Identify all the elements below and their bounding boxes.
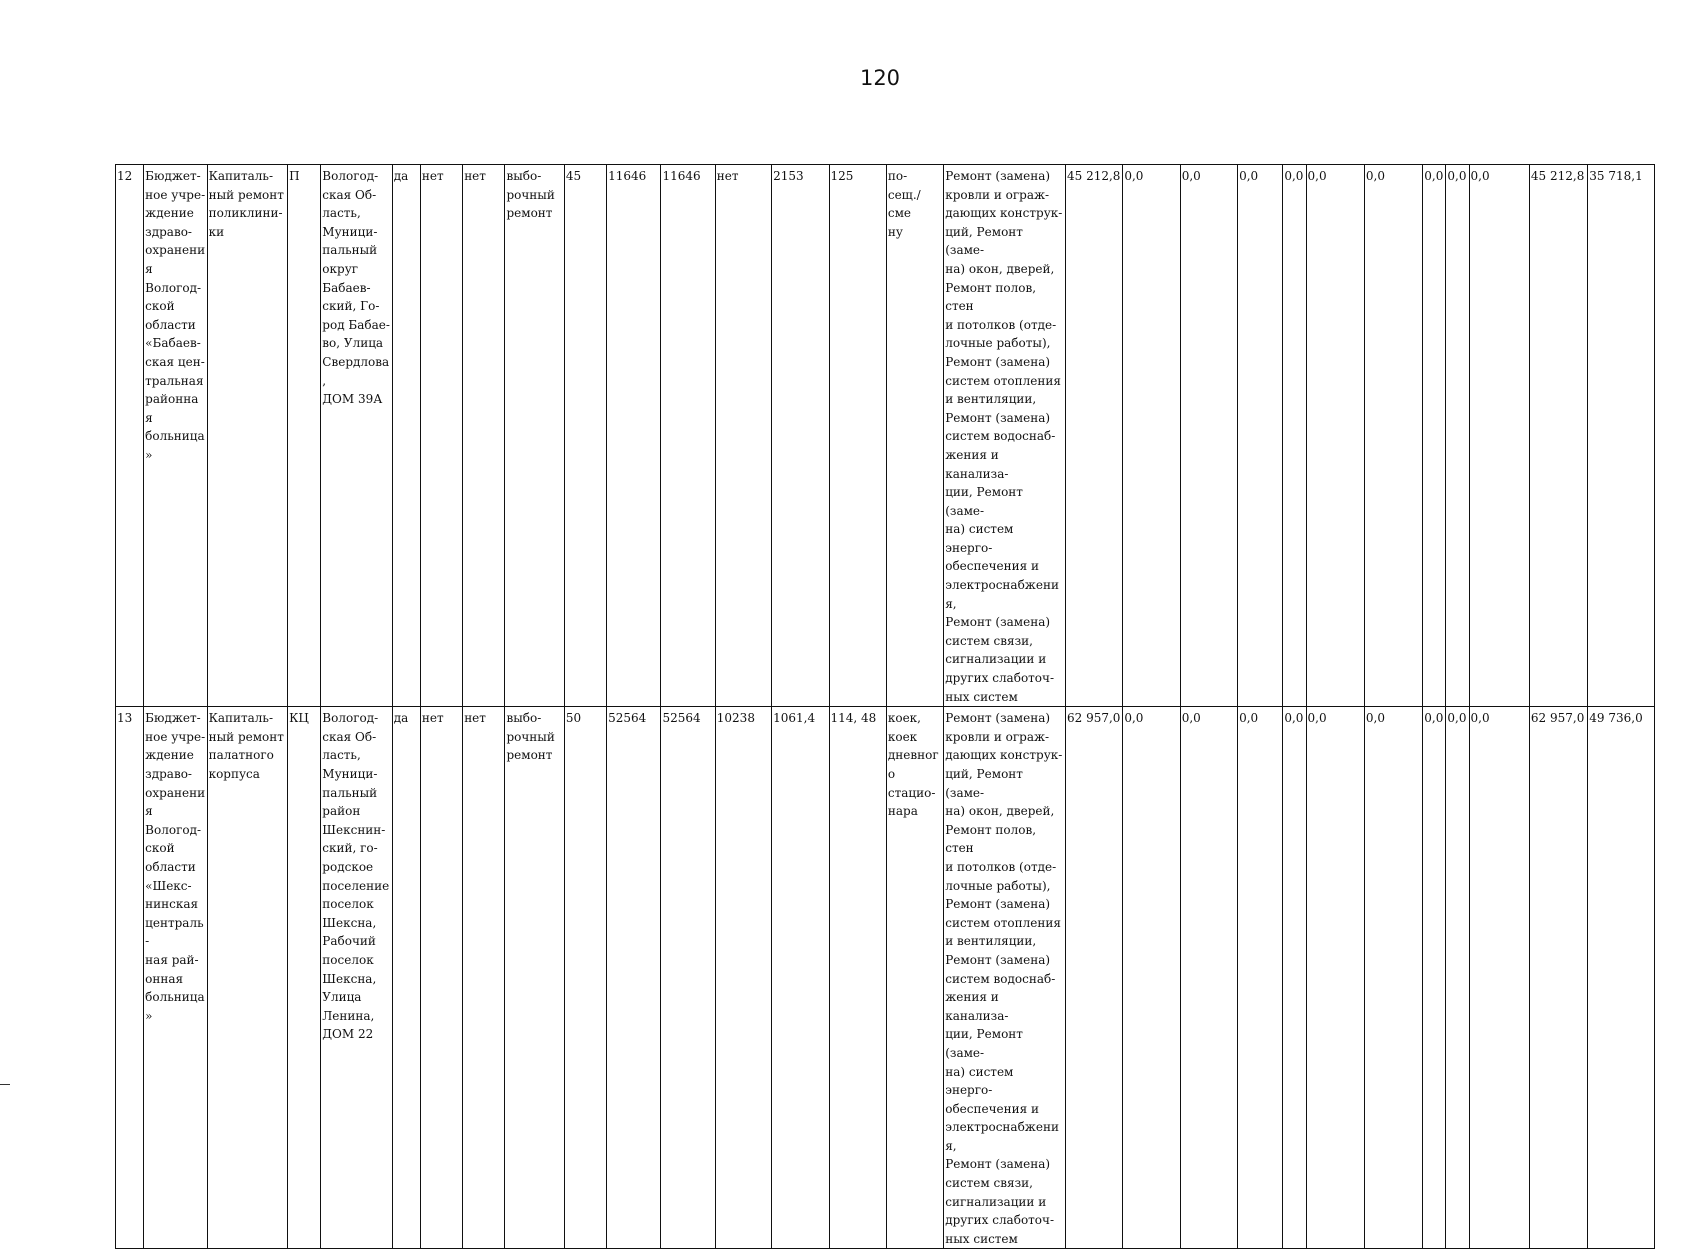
institution-cell: Бюджет- ное учре- ждение здраво- охранения Вологод- ской области «Бабаев- ская цен- тральная районная больница» <box>144 165 207 707</box>
row-number-cell: 12 <box>116 165 144 707</box>
flag-cell: нет <box>420 707 462 1249</box>
amount-cell: 0,0 <box>1238 707 1283 1249</box>
amount-cell: 0,0 <box>1180 707 1237 1249</box>
flag-cell: нет <box>463 707 505 1249</box>
row-number-cell: 13 <box>116 707 144 1249</box>
code-cell: КЦ <box>288 707 321 1249</box>
final-cell: 35 718,1 <box>1588 165 1655 707</box>
value-cell: 52564 <box>661 707 715 1249</box>
works-list-cell: Ремонт (замена) кровли и ограж- дающих конструк- ций, Ремонт (заме- на) окон, дверей, Ремонт полов, стен и потолков (отде- лочные работы), Ремонт (замена) систем отопления и вентиляции, Ремонт (замена) систем водоснаб- жения и канализа- ции, Ремонт (заме- на) систем энерго- обеспечения и электроснабжения, Ремонт (замена) систем связи, сигнализации и других слаботоч- ных систем <box>944 707 1066 1249</box>
table-row <box>116 165 1655 707</box>
amount-cell: 0,0 <box>1238 165 1283 707</box>
amount-cell: 0,0 <box>1364 707 1422 1249</box>
margin-mark <box>0 1084 10 1085</box>
final-cell: 49 736,0 <box>1588 707 1655 1249</box>
amount-cell: 0,0 <box>1446 165 1469 707</box>
repair-type-cell: выбо- рочный ремонт <box>505 165 564 707</box>
value-cell: 1061,4 <box>772 707 829 1249</box>
flag-cell: да <box>392 165 420 707</box>
work-name-cell: Капиталь- ный ремонт палатного корпуса <box>207 707 288 1249</box>
institution-cell: Бюджет- ное учре- ждение здраво- охранения Вологод- ской области «Шекс- нинская централь- ная рай- онная больница» <box>144 707 207 1249</box>
amount-cell: 0,0 <box>1364 165 1422 707</box>
value-cell: 11646 <box>661 165 715 707</box>
flag-cell: да <box>392 707 420 1249</box>
value-cell: 125 <box>829 165 886 707</box>
unit-cell: по- сещ./сме ну <box>886 165 943 707</box>
flag-cell: нет <box>463 165 505 707</box>
amount-cell: 0,0 <box>1469 707 1529 1249</box>
value-cell: 11646 <box>607 165 661 707</box>
amount-cell: 0,0 <box>1423 165 1446 707</box>
page-number: 120 <box>859 66 901 90</box>
value-cell: 10238 <box>715 707 771 1249</box>
unit-cell: коек, коек дневного стацио- нара <box>886 707 943 1249</box>
amount-cell: 0,0 <box>1283 707 1306 1249</box>
flag-cell: нет <box>420 165 462 707</box>
amount-cell: 0,0 <box>1306 707 1364 1249</box>
total-cell: 45 212,8 <box>1529 165 1587 707</box>
total-cell: 45 212,8 <box>1066 165 1123 707</box>
amount-cell: 0,0 <box>1180 165 1237 707</box>
repair-type-cell: выбо- рочный ремонт <box>505 707 564 1249</box>
total-cell: 62 957,0 <box>1066 707 1123 1249</box>
table-row <box>116 707 1655 1249</box>
amount-cell: 0,0 <box>1423 707 1446 1249</box>
amount-cell: 0,0 <box>1283 165 1306 707</box>
amount-cell: 0,0 <box>1123 707 1180 1249</box>
address-cell: Вологод- ская Об- ласть, Муници- пальный район Шекснин- ский, го- родское поселение поселок Шексна, Рабочий поселок Шексна, Улица Ленина, ДОМ 22 <box>321 707 392 1249</box>
value-cell: 2153 <box>772 165 829 707</box>
works-list-cell: Ремонт (замена) кровли и ограж- дающих конструк- ций, Ремонт (заме- на) окон, дверей, Ремонт полов, стен и потолков (отде- лочные работы), Ремонт (замена) систем отопления и вентиляции, Ремонт (замена) систем водоснаб- жения и канализа- ции, Ремонт (заме- на) систем энерго- обеспечения и электроснабжения, Ремонт (замена) систем связи, сигнализации и других слаботоч- ных систем <box>944 165 1066 707</box>
amount-cell: 0,0 <box>1123 165 1180 707</box>
total-cell: 62 957,0 <box>1529 707 1587 1249</box>
amount-cell: 0,0 <box>1306 165 1364 707</box>
amount-cell: 0,0 <box>1446 707 1469 1249</box>
work-name-cell: Капиталь- ный ремонт поликлини- ки <box>207 165 288 707</box>
value-cell: 52564 <box>607 707 661 1249</box>
capital-repair-table <box>115 164 1655 1249</box>
amount-cell: 0,0 <box>1469 165 1529 707</box>
code-cell: П <box>288 165 321 707</box>
value-cell: 50 <box>564 707 606 1249</box>
value-cell: нет <box>715 165 771 707</box>
value-cell: 114, 48 <box>829 707 886 1249</box>
address-cell: Вологод- ская Об- ласть, Муници- пальный округ Бабаев- ский, Го- род Бабае- во, Улица Свердлова, ДОМ 39А <box>321 165 392 707</box>
value-cell: 45 <box>564 165 606 707</box>
